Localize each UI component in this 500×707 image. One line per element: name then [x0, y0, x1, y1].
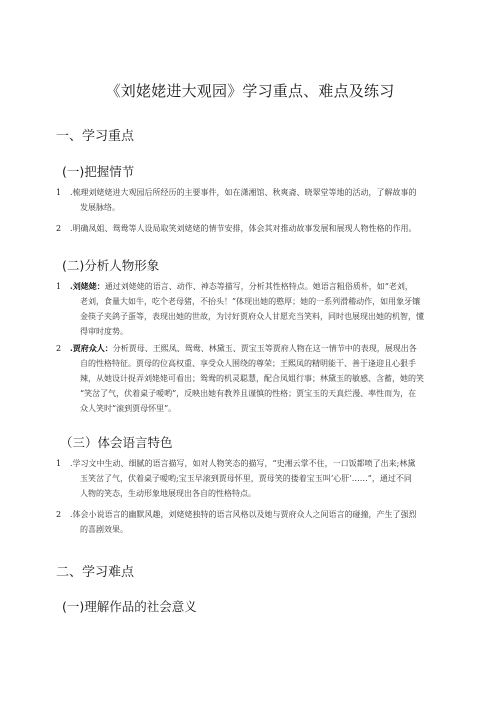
item-line: .梳理刘姥姥进大观园后所经历的主要事件，如在潇湘馆、秋爽斋、晓翠堂等地的活动，了解故事的	[70, 188, 417, 197]
item-line: 的喜剧效果。	[80, 525, 128, 534]
item-line: “笑岔了气，伏着桌子嗳哟”，反映出她有教养且谨慎的性格；贾宝玉的天真烂漫、率性而为，在	[80, 389, 417, 398]
item-line: 老刘，食量大如牛，吃个老母猪，不抬头！”体现出她的憨厚；她的一系列滑稽动作，如用象牙镶	[80, 297, 421, 306]
list-item	[56, 507, 466, 537]
item-line: 人物的笑态，生动形象地展现出各自的性格特点。	[80, 489, 256, 498]
list-item	[56, 185, 466, 215]
subheading-social-meaning: (一)理解作品的社会意义	[62, 599, 197, 614]
item-line: 得审时度势。	[80, 327, 128, 336]
item-line: .明确凤姐、鸳鸯等人设局取笑刘姥姥的情节安排，体会其对推动故事发展和展现人物性格的作用。	[70, 224, 417, 233]
item-line: 金筷子夹鸽子蛋等，表现出她的世故，为讨好贾府众人甘愿充当笑料，同时也展现出她的机智，懂	[80, 312, 424, 321]
list-item	[56, 279, 466, 339]
subheading-plot: (一)把握情节	[62, 164, 135, 179]
item-lead: .刘姥姥：	[70, 281, 105, 291]
subheading-characters: (二)分析人物形象	[62, 258, 160, 273]
item-line: 众人笑时“滚到贾母怀里”。	[80, 404, 177, 413]
item-line: 辣，从她设计捉弄刘姥姥可看出；鸳鸯的机灵聪慧，配合凤姐行事；林黛玉的敏感、含蓄，她的笑	[80, 374, 424, 383]
list-item	[56, 221, 466, 236]
section-heading-difficulty: 二、学习难点	[56, 565, 135, 580]
item-number: 1	[56, 459, 62, 468]
item-line: .体会小说语言的幽默风趣，刘姥姥独特的语言风格以及她与贾府众人之间语言的碰撞，产生了强烈	[70, 510, 417, 519]
item-number: 1	[56, 188, 62, 197]
item-number: 2	[56, 224, 62, 233]
item-number: 1	[56, 282, 62, 291]
item-line: 分析贾母、王熙凤、鸳鸯、林黛玉、贾宝玉等贾府人物在这一情节中的表现，展现出各	[112, 344, 417, 353]
list-item	[56, 456, 466, 501]
item-number: 2	[56, 344, 62, 353]
item-line: 通过刘姥姥的语言、动作、神态等描写，分析其性格特点。她语言粗俗质朴，如“老刘，	[104, 282, 413, 291]
item-line: 玉笑岔了气，伏着桌子嗳哟;宝玉早滚到贾母怀里，贾母笑的搂着宝玉叫‘心肝’……”，通过不同	[80, 474, 412, 483]
item-number: 2	[56, 510, 62, 519]
item-line: 自的性格特征。贾母的位高权重、享受众人围绕的尊荣；王熙凤的精明能干、善于逢迎且心狠手	[80, 359, 416, 368]
item-line: 发展脉络。	[80, 203, 120, 212]
subheading-language: （三）体会语言特色	[60, 435, 173, 450]
item-line: .学习文中生动、细腻的语言描写，如对人物笑态的描写，“史湘云掌不住，一口饭都喷了出来;林黛	[70, 459, 416, 468]
list-item	[56, 341, 466, 416]
section-heading-focus: 一、学习重点	[56, 129, 135, 144]
document-title: 《刘姥姥进大观园》学习重点、难点及练习	[105, 82, 395, 100]
item-lead: .贾府众人：	[70, 343, 113, 353]
